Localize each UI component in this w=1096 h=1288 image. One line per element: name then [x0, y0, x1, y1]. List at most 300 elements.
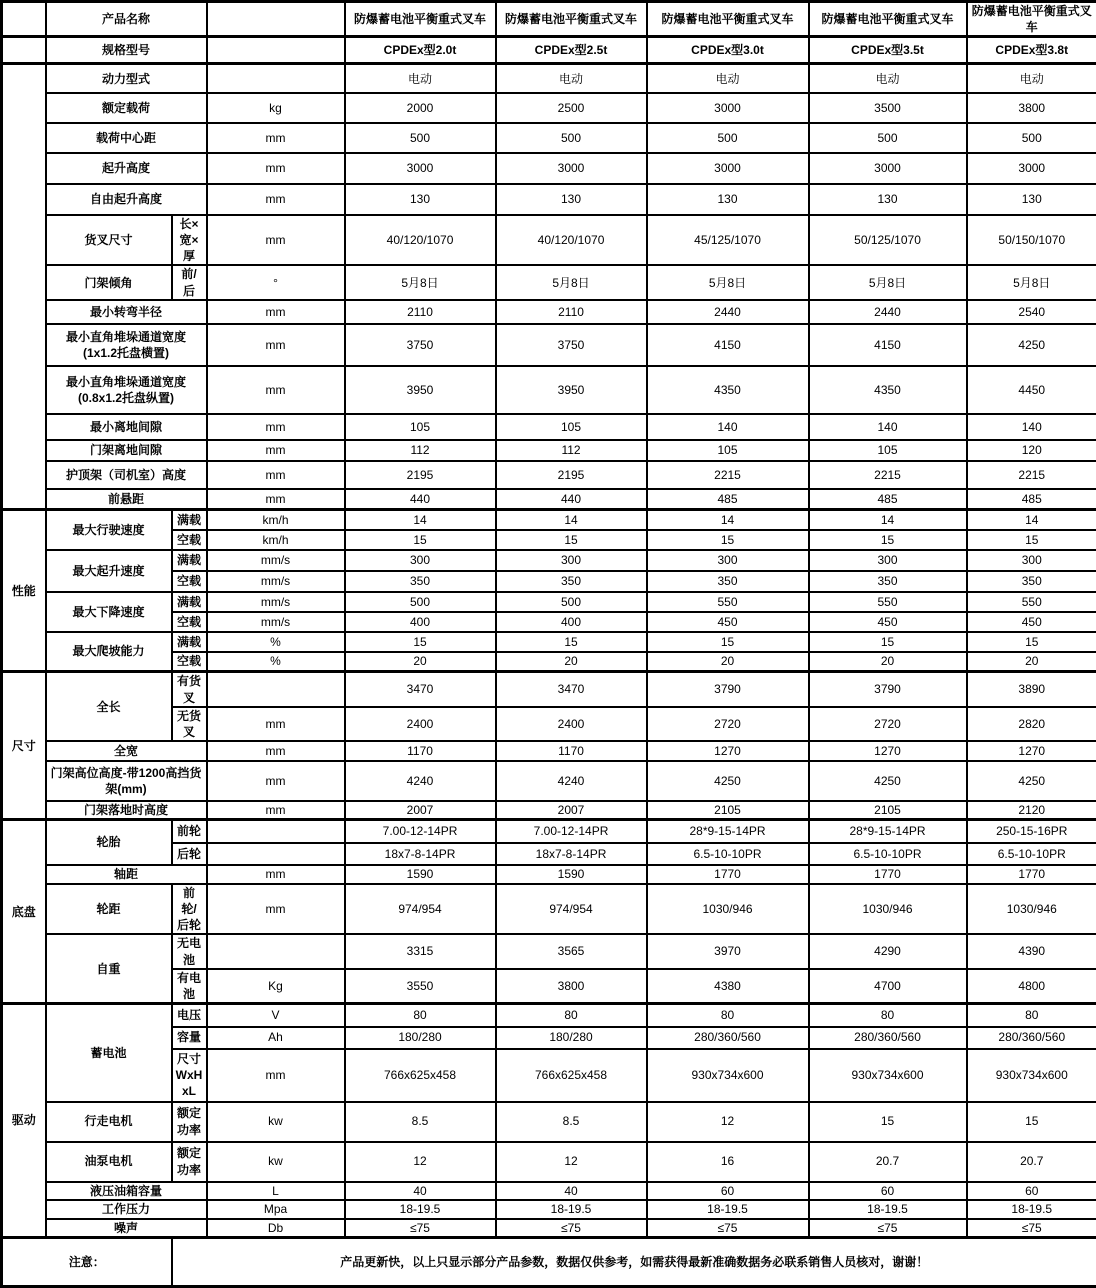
- value-cell: 3000: [345, 153, 496, 184]
- value-cell: 400: [345, 612, 496, 632]
- spec-row-39: [2, 1102, 1096, 1142]
- spec-name-cell: 最小直角堆垛通道宽度(0.8x1.2托盘纵置): [46, 366, 207, 414]
- value-cell: 15: [967, 1102, 1096, 1142]
- sub-spec-cell: 长×宽×厚: [172, 215, 207, 266]
- spec-row-28: [2, 761, 1096, 801]
- value-cell: 18x7-8-14PR: [496, 843, 647, 865]
- unit-cell: mm: [207, 489, 345, 510]
- spec-name-cell: 全宽: [46, 741, 207, 761]
- value-cell: 1030/946: [967, 884, 1096, 935]
- value-cell: 4150: [809, 324, 967, 366]
- value-cell: 2110: [496, 300, 647, 324]
- spec-name-cell: 行走电机: [46, 1102, 172, 1142]
- spec-row-6: [2, 153, 1096, 184]
- value-cell: 1030/946: [809, 884, 967, 935]
- value-cell: 500: [496, 592, 647, 612]
- value-cell: ≤75: [967, 1219, 1096, 1238]
- sub-spec-cell: 无货叉: [172, 707, 207, 741]
- value-cell: 15: [496, 632, 647, 652]
- note-text: 产品更新快，以上只显示部分产品参数，数据仅供参考，如需获得最新准确数据务必联系销售人员核对，谢谢！: [172, 1237, 1096, 1286]
- value-cell: 280/360/560: [967, 1027, 1096, 1049]
- sub-spec-cell: 有电池: [172, 969, 207, 1004]
- spec-name-cell: 最大行驶速度: [46, 510, 172, 550]
- value-cell: 2540: [967, 300, 1096, 324]
- value-cell: 20.7: [809, 1142, 967, 1182]
- spec-name-cell: 最小转弯半径: [46, 300, 207, 324]
- category-cell: 性能: [2, 510, 46, 672]
- value-cell: 防爆蓄电池平衡重式叉车: [345, 2, 496, 37]
- value-cell: 280/360/560: [647, 1027, 809, 1049]
- unit-cell: %: [207, 632, 345, 652]
- sub-spec-cell: 有货叉: [172, 672, 207, 707]
- value-cell: 14: [345, 510, 496, 530]
- value-cell: 974/954: [345, 884, 496, 935]
- unit-cell: mm/s: [207, 550, 345, 571]
- value-cell: 2195: [345, 461, 496, 489]
- value-cell: 15: [345, 632, 496, 652]
- spec-row-25: [2, 672, 1096, 707]
- value-cell: 12: [496, 1142, 647, 1182]
- spec-row-17: [2, 510, 1096, 530]
- value-cell: 20: [496, 652, 647, 672]
- value-cell: 105: [809, 440, 967, 461]
- spec-row-16: [2, 489, 1096, 510]
- value-cell: 2215: [967, 461, 1096, 489]
- sub-spec-cell: 满载: [172, 592, 207, 612]
- value-cell: 14: [967, 510, 1096, 530]
- value-cell: 3790: [647, 672, 809, 707]
- value-cell: 45/125/1070: [647, 215, 809, 266]
- spec-row-21: [2, 592, 1096, 612]
- sub-spec-cell: 前轮/后轮: [172, 884, 207, 935]
- value-cell: 3950: [496, 366, 647, 414]
- value-cell: 28*9-15-14PR: [809, 820, 967, 843]
- sub-spec-cell: 无电池: [172, 934, 207, 968]
- value-cell: 350: [967, 571, 1096, 592]
- value-cell: 3470: [345, 672, 496, 707]
- value-cell: 电动: [496, 64, 647, 93]
- value-cell: 130: [345, 184, 496, 215]
- value-cell: 28*9-15-14PR: [647, 820, 809, 843]
- value-cell: 80: [809, 1004, 967, 1027]
- unit-cell: mm: [207, 366, 345, 414]
- value-cell: ≤75: [809, 1219, 967, 1238]
- value-cell: 2195: [496, 461, 647, 489]
- value-cell: 15: [809, 530, 967, 550]
- spec-name-cell: 起升高度: [46, 153, 207, 184]
- value-cell: 3000: [647, 153, 809, 184]
- value-cell: 4290: [809, 934, 967, 968]
- unit-cell: [207, 820, 345, 843]
- value-cell: 105: [496, 414, 647, 440]
- value-cell: 300: [345, 550, 496, 571]
- spec-name-cell: 油泵电机: [46, 1142, 172, 1182]
- category-cell: 底盘: [2, 820, 46, 1004]
- value-cell: 2720: [647, 707, 809, 741]
- spec-name-cell: 最小离地间隙: [46, 414, 207, 440]
- spec-name-cell: 载荷中心距: [46, 123, 207, 153]
- unit-cell: Db: [207, 1219, 345, 1238]
- value-cell: ≤75: [345, 1219, 496, 1238]
- value-cell: 12: [647, 1102, 809, 1142]
- value-cell: 15: [967, 530, 1096, 550]
- value-cell: 930x734x600: [809, 1049, 967, 1102]
- category-cell: [2, 64, 46, 510]
- value-cell: 4350: [647, 366, 809, 414]
- spec-name-cell: 工作压力: [46, 1200, 207, 1219]
- value-cell: 电动: [345, 64, 496, 93]
- unit-cell: mm: [207, 324, 345, 366]
- value-cell: 500: [647, 123, 809, 153]
- value-cell: 7.00-12-14PR: [345, 820, 496, 843]
- spec-name-cell: 货叉尺寸: [46, 215, 172, 266]
- spec-row-1: [2, 2, 1096, 37]
- value-cell: 60: [967, 1182, 1096, 1200]
- value-cell: CPDEx型3.5t: [809, 37, 967, 64]
- value-cell: 140: [967, 414, 1096, 440]
- spec-row-2: [2, 37, 1096, 64]
- sub-spec-cell: 空载: [172, 612, 207, 632]
- spec-name-cell: 自由起升高度: [46, 184, 207, 215]
- value-cell: 350: [647, 571, 809, 592]
- value-cell: 140: [809, 414, 967, 440]
- value-cell: 4250: [647, 761, 809, 801]
- sub-spec-cell: 后轮: [172, 843, 207, 865]
- value-cell: CPDEx型2.0t: [345, 37, 496, 64]
- value-cell: 1270: [647, 741, 809, 761]
- spec-name-cell: 噪声: [46, 1219, 207, 1238]
- spec-name-cell: 护顶架（司机室）高度: [46, 461, 207, 489]
- category-cell: [2, 2, 46, 37]
- value-cell: 4700: [809, 969, 967, 1004]
- spec-name-cell: 规格型号: [46, 37, 207, 64]
- value-cell: 3500: [809, 93, 967, 123]
- value-cell: 3800: [496, 969, 647, 1004]
- unit-cell: [207, 64, 345, 93]
- spec-row-34: [2, 934, 1096, 968]
- unit-cell: [207, 37, 345, 64]
- value-cell: 500: [809, 123, 967, 153]
- value-cell: 2820: [967, 707, 1096, 741]
- value-cell: 5月8日: [647, 265, 809, 299]
- note-row: [2, 1237, 1096, 1286]
- value-cell: 2105: [809, 801, 967, 820]
- value-cell: 3550: [345, 969, 496, 1004]
- value-cell: 15: [647, 632, 809, 652]
- value-cell: 766x625x458: [345, 1049, 496, 1102]
- spec-row-30: [2, 820, 1096, 843]
- value-cell: 930x734x600: [967, 1049, 1096, 1102]
- value-cell: 15: [647, 530, 809, 550]
- value-cell: 130: [647, 184, 809, 215]
- value-cell: 80: [496, 1004, 647, 1027]
- value-cell: 15: [345, 530, 496, 550]
- value-cell: 18-19.5: [345, 1200, 496, 1219]
- value-cell: 4390: [967, 934, 1096, 968]
- value-cell: 80: [967, 1004, 1096, 1027]
- unit-cell: mm: [207, 1049, 345, 1102]
- value-cell: 14: [496, 510, 647, 530]
- value-cell: 3950: [345, 366, 496, 414]
- value-cell: 2215: [647, 461, 809, 489]
- value-cell: 3000: [809, 153, 967, 184]
- value-cell: 2440: [809, 300, 967, 324]
- value-cell: 18-19.5: [967, 1200, 1096, 1219]
- spec-name-cell: 最大下降速度: [46, 592, 172, 632]
- value-cell: 50/125/1070: [809, 215, 967, 266]
- value-cell: 7.00-12-14PR: [496, 820, 647, 843]
- value-cell: 15: [809, 632, 967, 652]
- value-cell: 1270: [967, 741, 1096, 761]
- value-cell: 2400: [345, 707, 496, 741]
- value-cell: 60: [809, 1182, 967, 1200]
- value-cell: 40/120/1070: [345, 215, 496, 266]
- unit-cell: mm: [207, 300, 345, 324]
- value-cell: 8.5: [496, 1102, 647, 1142]
- unit-cell: %: [207, 652, 345, 672]
- value-cell: 112: [496, 440, 647, 461]
- value-cell: 350: [809, 571, 967, 592]
- value-cell: 2105: [647, 801, 809, 820]
- value-cell: CPDEx型3.0t: [647, 37, 809, 64]
- sub-spec-cell: 前/后: [172, 265, 207, 299]
- spec-row-9: [2, 265, 1096, 299]
- value-cell: 400: [496, 612, 647, 632]
- value-cell: 3790: [809, 672, 967, 707]
- spec-row-19: [2, 550, 1096, 571]
- spec-name-cell: 轴距: [46, 865, 207, 884]
- category-cell: 驱动: [2, 1004, 46, 1238]
- value-cell: 1590: [496, 865, 647, 884]
- value-cell: 1590: [345, 865, 496, 884]
- value-cell: 20: [647, 652, 809, 672]
- value-cell: 20: [967, 652, 1096, 672]
- value-cell: 440: [345, 489, 496, 510]
- spec-row-40: [2, 1142, 1096, 1182]
- value-cell: 1030/946: [647, 884, 809, 935]
- unit-cell: Ah: [207, 1027, 345, 1049]
- value-cell: 40/120/1070: [496, 215, 647, 266]
- unit-cell: mm: [207, 801, 345, 820]
- value-cell: 1170: [345, 741, 496, 761]
- value-cell: 930x734x600: [647, 1049, 809, 1102]
- value-cell: 550: [967, 592, 1096, 612]
- value-cell: 20: [345, 652, 496, 672]
- spec-name-cell: 全长: [46, 672, 172, 741]
- value-cell: 2007: [345, 801, 496, 820]
- value-cell: 450: [809, 612, 967, 632]
- value-cell: 300: [496, 550, 647, 571]
- value-cell: 3000: [967, 153, 1096, 184]
- spec-row-3: [2, 64, 1096, 93]
- value-cell: 20: [809, 652, 967, 672]
- value-cell: 4250: [967, 324, 1096, 366]
- value-cell: 450: [967, 612, 1096, 632]
- value-cell: CPDEx型3.8t: [967, 37, 1096, 64]
- sub-spec-cell: 空载: [172, 571, 207, 592]
- sub-spec-cell: 前轮: [172, 820, 207, 843]
- value-cell: 140: [647, 414, 809, 440]
- value-cell: 4380: [647, 969, 809, 1004]
- value-cell: 防爆蓄电池平衡重式叉车: [809, 2, 967, 37]
- value-cell: 300: [647, 550, 809, 571]
- value-cell: 5月8日: [809, 265, 967, 299]
- spec-name-cell: 额定载荷: [46, 93, 207, 123]
- value-cell: 18-19.5: [496, 1200, 647, 1219]
- value-cell: 3750: [496, 324, 647, 366]
- value-cell: 1770: [809, 865, 967, 884]
- spec-row-8: [2, 215, 1096, 266]
- unit-cell: km/h: [207, 530, 345, 550]
- unit-cell: mm: [207, 761, 345, 801]
- value-cell: 180/280: [345, 1027, 496, 1049]
- value-cell: 80: [345, 1004, 496, 1027]
- value-cell: 1170: [496, 741, 647, 761]
- value-cell: 485: [967, 489, 1096, 510]
- spec-name-cell: 产品名称: [46, 2, 207, 37]
- spec-name-cell: 蓄电池: [46, 1004, 172, 1102]
- value-cell: 1770: [967, 865, 1096, 884]
- sub-spec-cell: 额定功率: [172, 1142, 207, 1182]
- note-label: 注意：: [2, 1237, 172, 1286]
- sub-spec-cell: 尺寸WxHxL: [172, 1049, 207, 1102]
- unit-cell: mm/s: [207, 612, 345, 632]
- value-cell: 3750: [345, 324, 496, 366]
- value-cell: 250-15-16PR: [967, 820, 1096, 843]
- unit-cell: mm: [207, 707, 345, 741]
- value-cell: 60: [647, 1182, 809, 1200]
- unit-cell: mm: [207, 865, 345, 884]
- value-cell: 485: [647, 489, 809, 510]
- value-cell: 974/954: [496, 884, 647, 935]
- sub-spec-cell: 额定功率: [172, 1102, 207, 1142]
- value-cell: 2400: [496, 707, 647, 741]
- value-cell: 3470: [496, 672, 647, 707]
- spec-row-15: [2, 461, 1096, 489]
- value-cell: 500: [967, 123, 1096, 153]
- unit-cell: kg: [207, 93, 345, 123]
- value-cell: 500: [345, 123, 496, 153]
- value-cell: 14: [647, 510, 809, 530]
- value-cell: 50/150/1070: [967, 215, 1096, 266]
- unit-cell: V: [207, 1004, 345, 1027]
- value-cell: 280/360/560: [809, 1027, 967, 1049]
- value-cell: 485: [809, 489, 967, 510]
- spec-row-14: [2, 440, 1096, 461]
- spec-name-cell: 动力型式: [46, 64, 207, 93]
- unit-cell: mm/s: [207, 571, 345, 592]
- unit-cell: Mpa: [207, 1200, 345, 1219]
- value-cell: 2440: [647, 300, 809, 324]
- value-cell: 12: [345, 1142, 496, 1182]
- value-cell: 电动: [967, 64, 1096, 93]
- value-cell: 3000: [496, 153, 647, 184]
- sub-spec-cell: 满载: [172, 510, 207, 530]
- category-cell: 尺寸: [2, 672, 46, 820]
- value-cell: 18-19.5: [809, 1200, 967, 1219]
- value-cell: 105: [345, 414, 496, 440]
- unit-cell: mm: [207, 414, 345, 440]
- value-cell: 16: [647, 1142, 809, 1182]
- value-cell: 6.5-10-10PR: [647, 843, 809, 865]
- sub-spec-cell: 空载: [172, 530, 207, 550]
- spec-name-cell: 自重: [46, 934, 172, 1003]
- spec-row-4: [2, 93, 1096, 123]
- spec-name-cell: 轮胎: [46, 820, 172, 865]
- value-cell: 6.5-10-10PR: [967, 843, 1096, 865]
- unit-cell: mm/s: [207, 592, 345, 612]
- value-cell: 3565: [496, 934, 647, 968]
- unit-cell: kw: [207, 1102, 345, 1142]
- spec-name-cell: 液压油箱容量: [46, 1182, 207, 1200]
- spec-row-33: [2, 884, 1096, 935]
- spec-row-27: [2, 741, 1096, 761]
- value-cell: 2500: [496, 93, 647, 123]
- value-cell: 14: [809, 510, 967, 530]
- value-cell: 4350: [809, 366, 967, 414]
- sub-spec-cell: 满载: [172, 550, 207, 571]
- spec-row-32: [2, 865, 1096, 884]
- value-cell: 15: [967, 632, 1096, 652]
- sub-spec-cell: 空载: [172, 652, 207, 672]
- value-cell: 80: [647, 1004, 809, 1027]
- value-cell: 40: [496, 1182, 647, 1200]
- sub-spec-cell: 电压: [172, 1004, 207, 1027]
- spec-row-10: [2, 300, 1096, 324]
- value-cell: 3890: [967, 672, 1096, 707]
- value-cell: 440: [496, 489, 647, 510]
- spec-name-cell: 门架落地时高度: [46, 801, 207, 820]
- spec-row-13: [2, 414, 1096, 440]
- spec-name-cell: 最大爬坡能力: [46, 632, 172, 672]
- value-cell: 4800: [967, 969, 1096, 1004]
- value-cell: 4250: [809, 761, 967, 801]
- unit-cell: kw: [207, 1142, 345, 1182]
- spec-row-29: [2, 801, 1096, 820]
- value-cell: 2720: [809, 707, 967, 741]
- value-cell: 8.5: [345, 1102, 496, 1142]
- value-cell: 130: [809, 184, 967, 215]
- value-cell: 3000: [647, 93, 809, 123]
- value-cell: ≤75: [647, 1219, 809, 1238]
- unit-cell: km/h: [207, 510, 345, 530]
- value-cell: 3800: [967, 93, 1096, 123]
- value-cell: 18x7-8-14PR: [345, 843, 496, 865]
- spec-row-5: [2, 123, 1096, 153]
- spec-row-36: [2, 1004, 1096, 1027]
- unit-cell: mm: [207, 741, 345, 761]
- value-cell: 2215: [809, 461, 967, 489]
- value-cell: 电动: [809, 64, 967, 93]
- unit-cell: [207, 934, 345, 968]
- value-cell: 4240: [345, 761, 496, 801]
- value-cell: 130: [496, 184, 647, 215]
- value-cell: 105: [647, 440, 809, 461]
- unit-cell: [207, 672, 345, 707]
- spec-row-41: [2, 1182, 1096, 1200]
- spec-name-cell: 最大起升速度: [46, 550, 172, 592]
- value-cell: 180/280: [496, 1027, 647, 1049]
- value-cell: 1270: [809, 741, 967, 761]
- value-cell: 3970: [647, 934, 809, 968]
- unit-cell: mm: [207, 184, 345, 215]
- spec-name-cell: 轮距: [46, 884, 172, 935]
- value-cell: 2007: [496, 801, 647, 820]
- value-cell: 5月8日: [496, 265, 647, 299]
- spec-name-cell: 最小直角堆垛通道宽度(1x1.2托盘横置): [46, 324, 207, 366]
- unit-cell: mm: [207, 153, 345, 184]
- sub-spec-cell: 满载: [172, 632, 207, 652]
